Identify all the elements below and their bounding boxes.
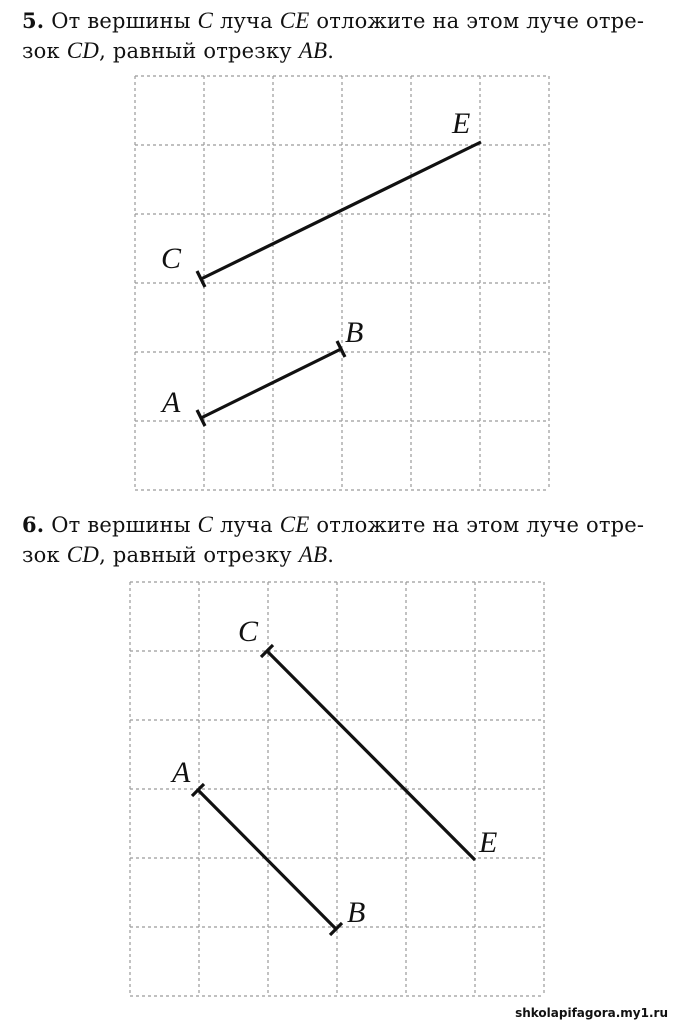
text-fragment: отложите на этом луче отре- xyxy=(309,513,645,537)
label-e: E xyxy=(479,826,498,859)
label-a: A xyxy=(172,756,191,789)
text-fragment: , равный отрезку xyxy=(99,39,299,63)
segment-ab xyxy=(201,349,341,418)
var-cd: CD xyxy=(66,542,100,567)
text-fragment: . xyxy=(327,543,335,567)
text-fragment: От вершины xyxy=(51,9,198,33)
ray-ce xyxy=(201,142,481,279)
label-c: C xyxy=(238,615,259,648)
text-fragment: отложите на этом луче отре- xyxy=(309,9,645,33)
var-ce: CE xyxy=(279,512,310,537)
var-cd: CD xyxy=(66,38,100,63)
text-fragment: зок xyxy=(22,39,67,63)
task-number: 5. xyxy=(22,8,45,33)
var-ce: CE xyxy=(279,8,310,33)
grid-lines xyxy=(135,76,549,490)
text-fragment: луча xyxy=(213,9,280,33)
site-watermark: shkolapifagora.my1.ru xyxy=(515,1006,668,1020)
task-number: 6. xyxy=(22,512,45,537)
var-c: C xyxy=(197,512,214,537)
var-ab: AB xyxy=(298,38,328,63)
label-a: A xyxy=(162,386,181,419)
text-fragment: луча xyxy=(213,513,280,537)
text-fragment: . xyxy=(327,39,335,63)
label-e: E xyxy=(452,107,471,140)
label-b: B xyxy=(347,896,366,929)
task-6-text xyxy=(22,510,662,570)
text-fragment: зок xyxy=(22,543,67,567)
var-c: C xyxy=(197,8,214,33)
var-ab: AB xyxy=(298,542,328,567)
label-c: C xyxy=(161,242,182,275)
label-b: B xyxy=(345,316,364,349)
text-fragment: , равный отрезку xyxy=(99,543,299,567)
text-fragment: От вершины xyxy=(51,513,198,537)
